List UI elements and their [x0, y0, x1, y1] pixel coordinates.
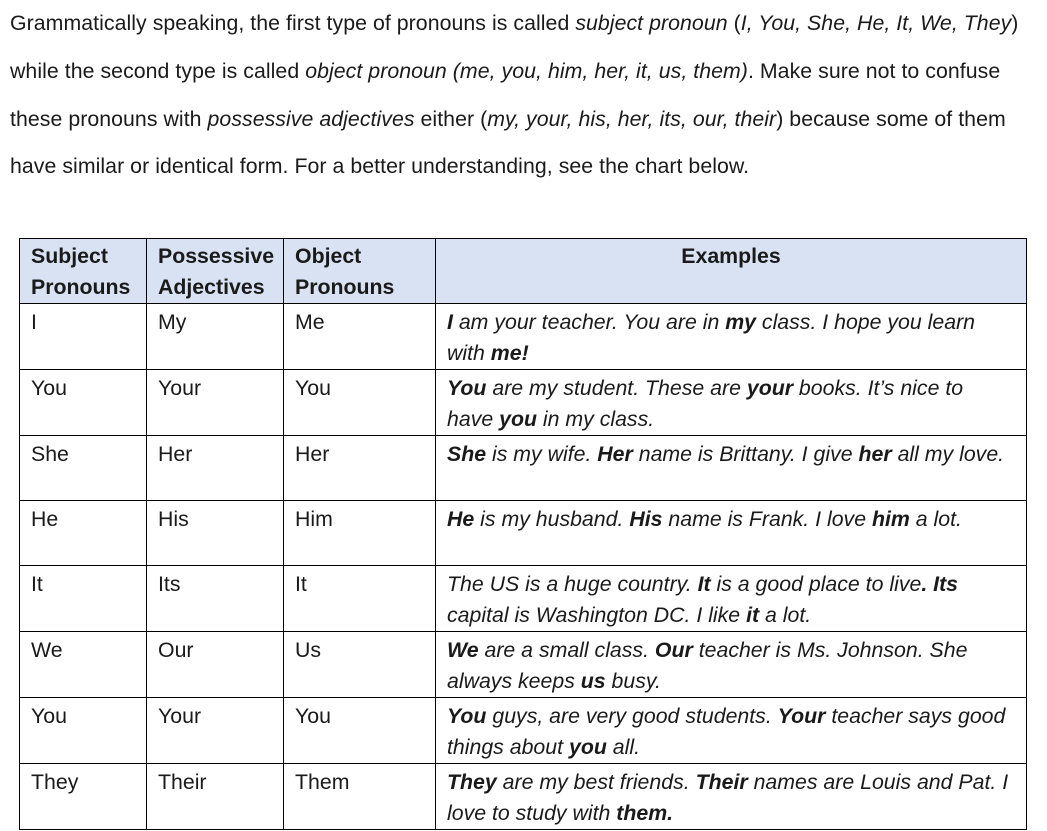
example-text: a lot. — [909, 507, 962, 531]
example-bold-text: You — [447, 704, 487, 728]
example-bold-text: you — [568, 735, 607, 759]
table-row — [20, 304, 1027, 370]
example-bold-text: it — [746, 603, 760, 627]
header-object-line2: Pronouns — [295, 275, 395, 299]
header-object-line1: Object — [295, 244, 362, 268]
object-pronoun-cell: It — [284, 566, 436, 632]
object-pronoun-cell: Them — [284, 764, 436, 830]
subject-pronoun-cell: They — [20, 764, 147, 830]
header-possessive-line1: Possessive — [158, 244, 275, 268]
example-text: books. It’s nice to have — [447, 376, 964, 431]
table-row — [20, 501, 1027, 566]
intro-text: ) because some of them have similar or identical form. For a better understanding, see the chart below. — [10, 106, 1006, 179]
example-text: capital is Washington DC. I like — [447, 603, 747, 627]
object-pronoun-cell: Us — [284, 632, 436, 698]
example-text: names are Louis and Pat. I love to study with — [447, 770, 1009, 825]
object-pronoun-cell: Him — [284, 501, 436, 566]
possessive-adjective-cell: My — [147, 304, 284, 370]
example-text: busy. — [605, 669, 661, 693]
example-text: are my student. These are — [486, 376, 747, 400]
example-bold-text: me! — [490, 341, 529, 365]
intro-italic-text: I, You, She, He, It, We, They — [740, 11, 1012, 35]
example-text: teacher says good things about — [447, 704, 1006, 759]
object-pronoun-cell: Me — [284, 304, 436, 370]
example-text: all my love. — [891, 442, 1005, 466]
example-text: all. — [606, 735, 640, 759]
table-row — [20, 436, 1027, 501]
example-cell — [436, 566, 1027, 632]
possessive-adjective-cell: Your — [147, 370, 284, 436]
example-text: am your teacher. You are in — [452, 310, 726, 334]
pronoun-chart-table — [19, 238, 1027, 830]
object-pronoun-cell: Her — [284, 436, 436, 501]
header-possessive-adjectives — [147, 239, 284, 304]
example-bold-text: her — [858, 442, 892, 466]
example-text: guys, are very good students. — [486, 704, 778, 728]
example-cell — [436, 304, 1027, 370]
table-body — [20, 304, 1027, 830]
subject-pronoun-cell: I — [20, 304, 147, 370]
example-text: in my class. — [536, 407, 655, 431]
example-cell — [436, 698, 1027, 764]
intro-paragraph — [10, 0, 1025, 191]
intro-italic-text: subject pronoun — [575, 11, 728, 35]
header-examples — [436, 239, 1027, 304]
example-bold-text: your — [746, 376, 794, 400]
subject-pronoun-cell: We — [20, 632, 147, 698]
table-row — [20, 370, 1027, 436]
object-pronoun-cell: You — [284, 698, 436, 764]
table-row — [20, 566, 1027, 632]
example-bold-text: us — [580, 669, 606, 693]
example-bold-text: I — [447, 310, 453, 334]
example-bold-text: Her — [597, 442, 633, 466]
example-bold-text: Their — [695, 770, 748, 794]
header-subject-pronouns — [20, 239, 147, 304]
intro-text: . Make sure not to confuse these pronouns with — [10, 58, 1001, 131]
example-bold-text: Our — [654, 638, 693, 662]
header-possessive-line2: Adjectives — [158, 275, 265, 299]
example-text: is my husband. — [474, 507, 630, 531]
example-bold-text: you — [499, 407, 537, 431]
table-header-row — [20, 239, 1027, 304]
intro-text: ( — [727, 11, 741, 35]
example-text: is my wife. — [486, 442, 598, 466]
example-text: a lot. — [759, 603, 812, 627]
intro-italic-text: object pronoun (me, you, him, her, it, us, them) — [305, 58, 748, 83]
example-bold-text: my — [725, 310, 756, 334]
subject-pronoun-cell: She — [20, 436, 147, 501]
example-cell — [436, 501, 1027, 566]
subject-pronoun-cell: You — [20, 370, 147, 436]
intro-text: Grammatically speaking, the first type of pronouns is called — [10, 11, 576, 35]
example-text: are my best friends. — [496, 770, 696, 794]
example-bold-text: They — [447, 770, 497, 794]
example-bold-text: Your — [777, 704, 826, 728]
example-bold-text: He — [447, 507, 475, 531]
table-row — [20, 632, 1027, 698]
example-cell — [436, 436, 1027, 501]
example-text: teacher is Ms. Johnson. She always keeps — [447, 638, 968, 693]
intro-text: either ( — [414, 106, 488, 131]
example-text: The US is a huge country. — [447, 572, 698, 596]
example-bold-text: It — [697, 572, 711, 596]
example-text: is a good place to live — [710, 572, 922, 596]
example-cell — [436, 764, 1027, 830]
example-text: class. I hope you learn with — [447, 310, 976, 365]
example-bold-text: You — [447, 376, 487, 400]
intro-italic-text: my, your, his, her, its, our, their — [487, 106, 777, 131]
example-bold-text: She — [447, 442, 487, 466]
example-bold-text: . Its — [921, 572, 958, 596]
example-text: name is Frank. I love — [662, 507, 872, 531]
example-bold-text: We — [447, 638, 479, 662]
header-subject-line1: Subject — [31, 244, 108, 268]
table-row — [20, 698, 1027, 764]
example-text: name is Brittany. I give — [632, 442, 859, 466]
possessive-adjective-cell: Their — [147, 764, 284, 830]
possessive-adjective-cell: Its — [147, 566, 284, 632]
possessive-adjective-cell: Her — [147, 436, 284, 501]
header-object-pronouns — [284, 239, 436, 304]
subject-pronoun-cell: It — [20, 566, 147, 632]
intro-text: ) while the second type is called — [10, 11, 1019, 83]
possessive-adjective-cell: Your — [147, 698, 284, 764]
object-pronoun-cell: You — [284, 370, 436, 436]
example-cell — [436, 370, 1027, 436]
subject-pronoun-cell: He — [20, 501, 147, 566]
example-text: are a small class. — [478, 638, 655, 662]
possessive-adjective-cell: His — [147, 501, 284, 566]
intro-italic-text: possessive adjectives — [207, 106, 415, 131]
table-row — [20, 764, 1027, 830]
header-examples-label: Examples — [681, 244, 781, 268]
example-bold-text: him — [871, 507, 910, 531]
header-subject-line2: Pronouns — [31, 275, 131, 299]
example-cell — [436, 632, 1027, 698]
example-bold-text: them. — [616, 801, 674, 825]
example-bold-text: His — [629, 507, 663, 531]
possessive-adjective-cell: Our — [147, 632, 284, 698]
subject-pronoun-cell: You — [20, 698, 147, 764]
